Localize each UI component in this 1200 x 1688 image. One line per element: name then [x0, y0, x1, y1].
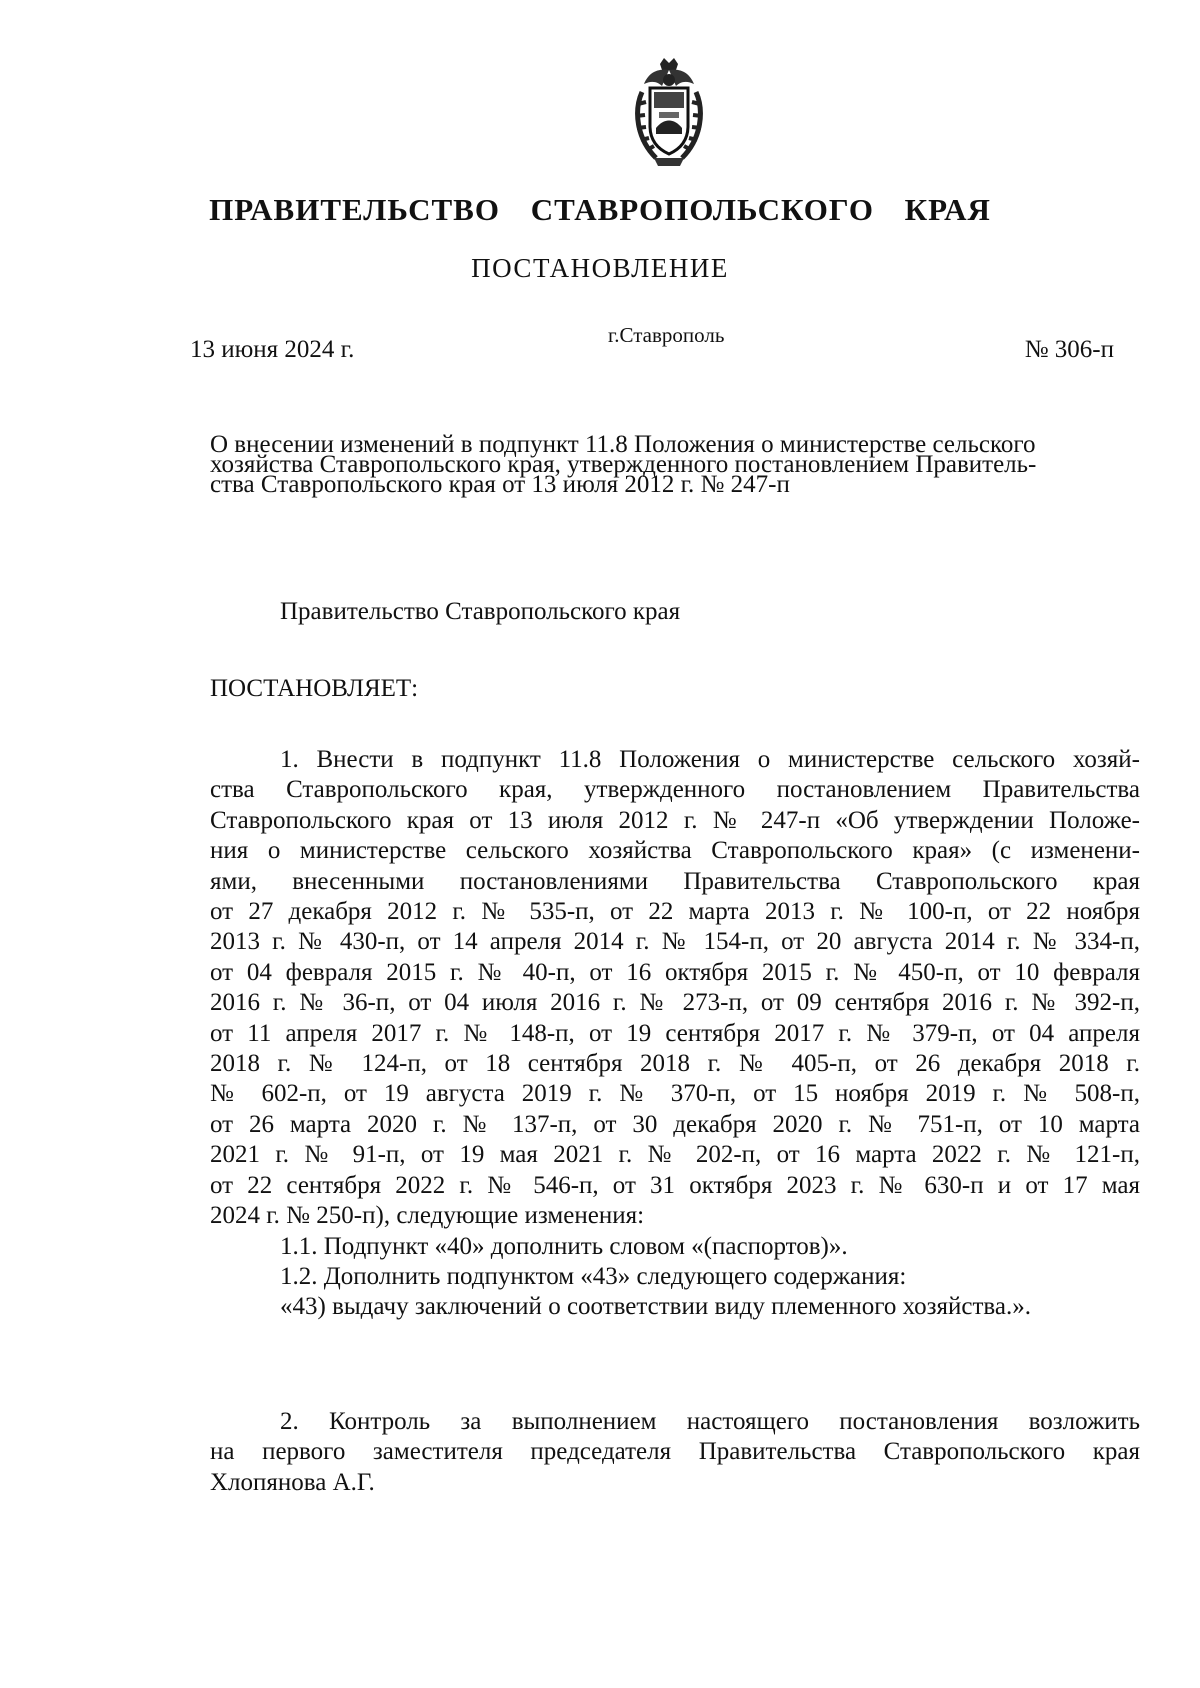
document-city: г.Ставрополь	[608, 323, 725, 347]
item-1-line: от 27 декабря 2012 г. № 535-п, от 22 марта 2013 г. № 100-п, от 22 ноября	[210, 898, 1140, 926]
government-title: ПРАВИТЕЛЬСТВО СТАВРОПОЛЬСКОГО КРАЯ	[209, 192, 991, 227]
document-number: № 306-п	[1024, 336, 1114, 363]
item-1-line: 2016 г. № 36-п, от 04 июля 2016 г. № 273-п, от 09 сентября 2016 г. № 392-п,	[210, 989, 1140, 1017]
item-1-line: № 602-п, от 19 августа 2019 г. № 370-п, от 15 ноября 2019 г. № 508-п,	[210, 1080, 1140, 1108]
item-1-line: ния о министерстве сельского хозяйства Ставропольского края» (с изменени-	[210, 837, 1140, 865]
preamble-government-name: Правительство Ставропольского края	[280, 598, 681, 625]
item-1-line: ями, внесенными постановлениями Правительства Ставропольского края	[210, 867, 1140, 895]
item-1-line: ства Ставропольского края, утвержденного постановлением Правительства	[210, 776, 1140, 804]
item-1-line: Ставропольского края от 13 июля 2012 г. № 247-п «Об утверждении Положе-	[210, 806, 1140, 834]
document-date: 13 июня 2024 г.	[190, 336, 355, 363]
item-1-line: от 04 февраля 2015 г. № 40-п, от 16 октября 2015 г. № 450-п, от 10 февраля	[210, 958, 1140, 986]
item-1-line: 2021 г. № 91-п, от 19 мая 2021 г. № 202-п, от 16 марта 2022 г. № 121-п,	[210, 1141, 1140, 1169]
item-2-line: Хлопянова А.Г.	[210, 1468, 375, 1496]
preamble-decree-word: ПОСТАНОВЛЯЕТ:	[210, 675, 419, 702]
subject-line: хозяйства Ставропольского края, утвержденного постановлением Правитель-	[210, 451, 1037, 478]
subject-line: О внесении изменений в подпункт 11.8 Положения о министерстве сельского	[210, 431, 1036, 458]
item-2	[210, 1407, 1140, 1498]
item-1	[210, 745, 1140, 1323]
subitem-1-1: 1.1. Подпункт «40» дополнить словом «(паспортов)».	[280, 1232, 848, 1260]
item-1-line: 2024 г. № 250-п), следующие изменения:	[210, 1202, 645, 1230]
item-1-line: от 22 сентября 2022 г. № 546-п, от 31 октября 2023 г. № 630-п и от 17 мая	[210, 1171, 1140, 1199]
item-1-line: 2018 г. № 124-п, от 18 сентября 2018 г. № 405-п, от 26 декабря 2018 г.	[210, 1050, 1140, 1078]
item-2-line: 2. Контроль за выполнением настоящего постановления возложить	[280, 1408, 1140, 1435]
subject-line: ства Ставропольского края от 13 июля 2012 г. № 247-п	[210, 471, 790, 498]
item-2-line: на первого заместителя председателя Правительства Ставропольского края	[210, 1438, 1140, 1466]
subitem-43-text: «43) выдачу заключений о соответствии виду племенного хозяйства.».	[280, 1293, 1032, 1321]
item-1-line: от 11 апреля 2017 г. № 148-п, от 19 сентября 2017 г. № 379-п, от 04 апреля	[210, 1019, 1140, 1047]
subitem-1-2: 1.2. Дополнить подпунктом «43» следующего содержания:	[280, 1262, 907, 1290]
item-1-line: 1. Внести в подпункт 11.8 Положения о министерстве сельского хозяй-	[280, 746, 1140, 773]
coat-of-arms-icon	[626, 58, 712, 170]
document-type: ПОСТАНОВЛЕНИЕ	[471, 253, 729, 283]
item-1-line: 2013 г. № 430-п, от 14 апреля 2014 г. № 154-п, от 20 августа 2014 г. № 334-п,	[210, 928, 1140, 956]
item-1-line: от 26 марта 2020 г. № 137-п, от 30 декабря 2020 г. № 751-п, от 10 марта	[210, 1110, 1140, 1138]
document-subject	[210, 431, 1140, 498]
